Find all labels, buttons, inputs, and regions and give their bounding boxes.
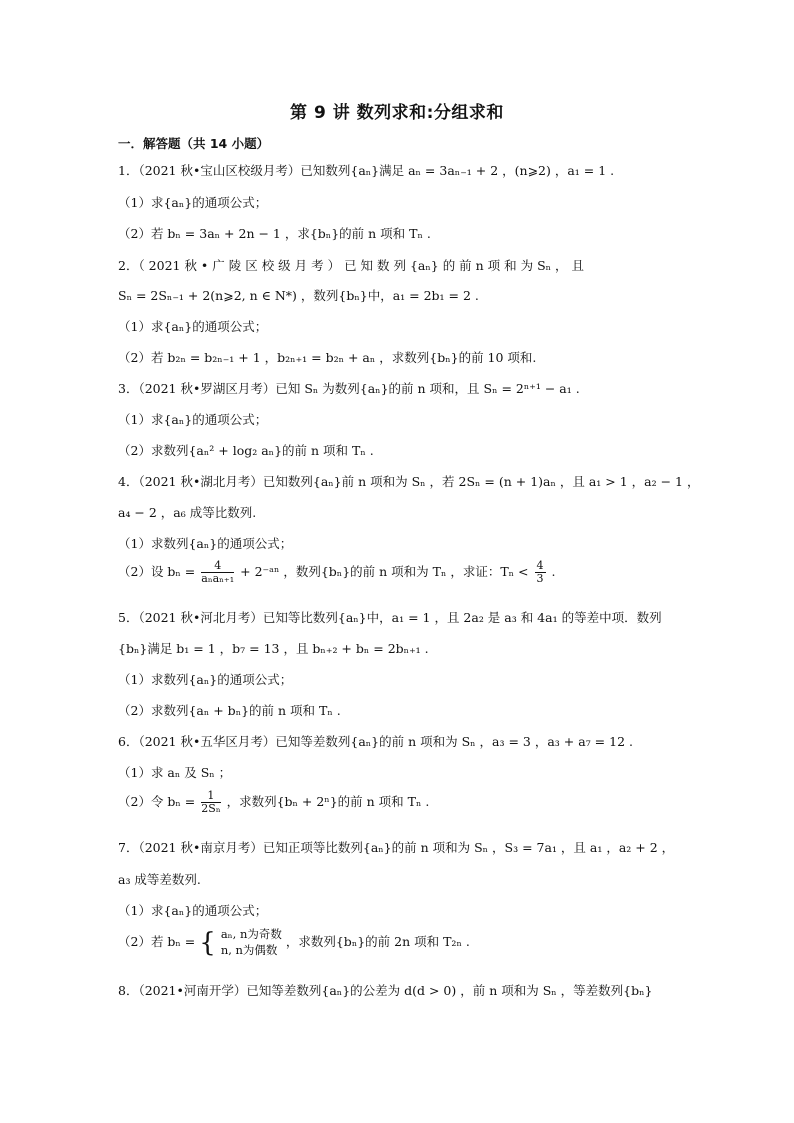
case-odd: aₙ, n为奇数 — [220, 927, 282, 941]
problem-6-stem: 6．（2021 秋•五华区月考）已知等差数列{aₙ}的前 n 项和为 Sₙ ，a₃ = 3 ，a₃ + a₇ = 12 . — [118, 734, 633, 749]
problem-7-part-2 — [118, 927, 470, 958]
problem-6-fraction — [201, 790, 220, 815]
piecewise-cases — [221, 927, 282, 958]
problem-6-part-2-suffix: ，求数列{bₙ + 2ⁿ}的前 n 项和 Tₙ . — [226, 794, 430, 810]
problem-4-part-2-middle: + 2⁻ᵃⁿ ，数列{bₙ}的前 n 项和为 Tₙ ，求证：Tₙ < — [240, 564, 529, 580]
problem-5-part-2: （2）求数列{aₙ + bₙ}的前 n 项和 Tₙ . — [118, 703, 341, 718]
fraction-numerator: 4 — [536, 559, 544, 572]
problem-4-stem-line-2: a₄ − 2 ，a₆ 成等比数列. — [118, 505, 257, 520]
fraction-denominator: 3 — [536, 572, 544, 586]
problem-2-stem-line-2: Sₙ = 2Sₙ₋₁ + 2(n⩾2, n ∈ N*) ，数列{bₙ}中，a₁ = 2b₁ = 2 . — [118, 288, 479, 303]
problem-6-part-1: （1）求 aₙ 及 Sₙ ； — [118, 765, 232, 780]
problem-5-part-1: （1）求数列{aₙ}的通项公式； — [118, 672, 293, 687]
problem-2-part-1: （1）求{aₙ}的通项公式； — [118, 319, 268, 334]
problem-2-stem-line-1: 2．（ 2021 秋 • 广 陵 区 校 级 月 考 ） 已 知 数 列 {aₙ} 的 前 n 项 和 为 Sₙ ， 且 — [118, 258, 585, 273]
problem-7-stem-line-1: 7．（2021 秋•南京月考）已知正项等比数列{aₙ}的前 n 项和为 Sₙ ，S₃ = 7a₁ ，且 a₁ ，a₂ + 2 ， — [118, 840, 675, 855]
problem-5-stem-line-2: {bₙ}满足 b₁ = 1 ，b₇ = 13 ，且 bₙ₊₂ + bₙ = 2bₙ₊₁ . — [118, 641, 429, 656]
problem-3-stem: 3．（2021 秋•罗湖区月考）已知 Sₙ 为数列{aₙ}的前 n 项和，且 Sₙ = 2ⁿ⁺¹ − a₁ . — [118, 381, 580, 396]
problem-5-stem-line-1: 5．（2021 秋•河北月考）已知等比数列{aₙ}中，a₁ = 1 ，且 2a₂ 是 a₃ 和 4a₁ 的等差中项．数列 — [118, 610, 662, 625]
problem-1-part-1: （1）求{aₙ}的通项公式； — [118, 195, 268, 210]
problem-2-part-2: （2）若 b₂ₙ = b₂ₙ₋₁ + 1 ，b₂ₙ₊₁ = b₂ₙ + aₙ ，求数列{bₙ}的前 10 项和. — [118, 350, 537, 365]
problem-4-fraction — [201, 560, 234, 585]
problem-1-part-2: （2）若 bₙ = 3aₙ + 2n − 1 ，求{bₙ}的前 n 项和 Tₙ . — [118, 226, 431, 241]
problem-4-stem-line-1: 4．（2021 秋•湖北月考）已知数列{aₙ}前 n 项和为 Sₙ ，若 2Sₙ = (n + 1)aₙ ，且 a₁ > 1 ，a₂ − 1 ， — [118, 474, 700, 489]
fraction-denominator: aₙaₙ₊₁ — [201, 572, 235, 586]
section-heading: 一．解答题（共 14 小题） — [118, 136, 270, 151]
left-brace-icon: { — [199, 927, 216, 958]
problem-7-stem-line-2: a₃ 成等差数列. — [118, 872, 201, 887]
fraction-numerator: 4 — [201, 560, 234, 573]
problem-8-stem: 8．（2021•河南开学）已知等差数列{aₙ}的公差为 d(d > 0) ，前 n 项和为 Sₙ ，等差数列{bₙ} — [118, 983, 653, 998]
problem-7-part-1: （1）求{aₙ}的通项公式； — [118, 903, 268, 918]
fraction-numerator: 1 — [201, 790, 220, 803]
case-even: n, n为偶数 — [220, 942, 278, 957]
problem-3-part-2: （2）求数列{aₙ² + log₂ aₙ}的前 n 项和 Tₙ . — [118, 443, 374, 458]
problem-3-part-1: （1）求{aₙ}的通项公式； — [118, 412, 268, 427]
fraction-denominator: 2Sₙ — [201, 802, 221, 816]
problem-4-part-2 — [118, 560, 555, 585]
page-title: 第 9 讲 数列求和:分组求和 — [290, 103, 504, 123]
problem-1-stem: 1．（2021 秋•宝山区校级月考）已知数列{aₙ}满足 aₙ = 3aₙ₋₁ + 2 ，(n⩾2) ，a₁ = 1 . — [118, 163, 615, 178]
problem-4-part-2-suffix: . — [551, 564, 556, 580]
problem-6-part-2-prefix: （2）令 bₙ = — [118, 794, 196, 810]
problem-7-part-2-suffix: ，求数列{bₙ}的前 2n 项和 T₂ₙ . — [285, 934, 470, 950]
problem-4-part-2-prefix: （2）设 bₙ = — [118, 564, 196, 580]
problem-4-part-1: （1）求数列{aₙ}的通项公式； — [118, 536, 293, 551]
problem-4-fraction-bound — [535, 560, 546, 585]
problem-7-part-2-prefix: （2）若 bₙ = — [118, 934, 196, 950]
problem-6-part-2 — [118, 790, 429, 815]
